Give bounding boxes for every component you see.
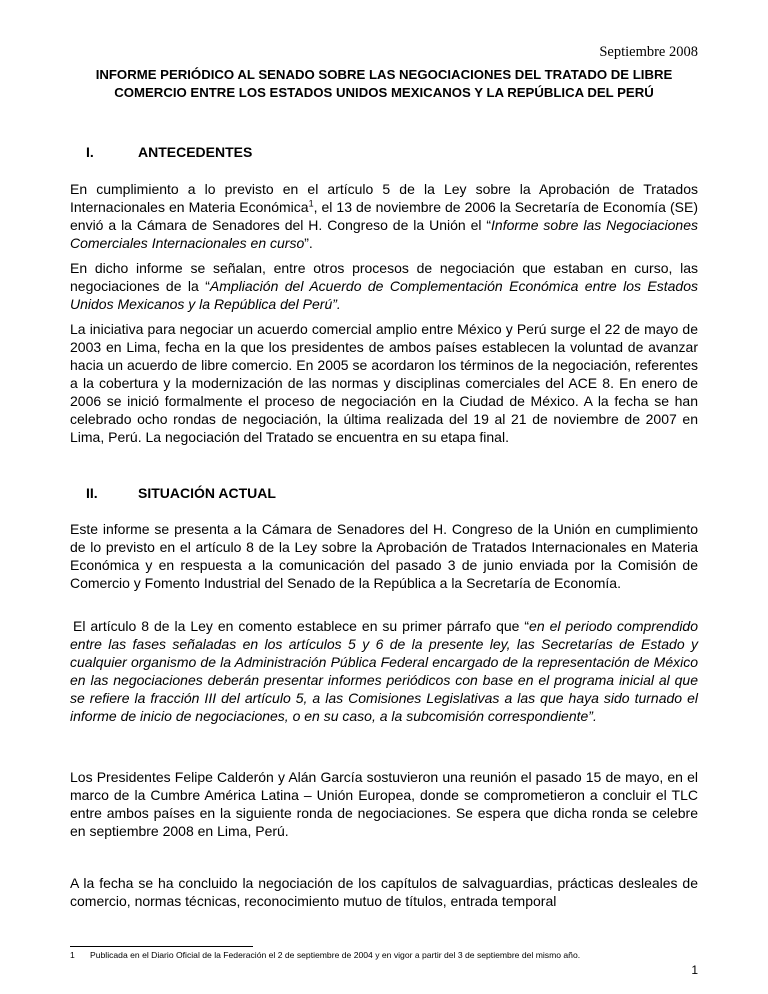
footnote-reference[interactable]: 1 [308, 198, 314, 209]
section-number: I. [86, 144, 94, 160]
paragraph-text: En cumplimiento a lo previsto en el artículo 5 de la Ley sobre la Aprobación de Tratados Internacionales en Materia Económica [70, 181, 698, 215]
paragraph-text: En dicho informe se señalan, entre otros procesos de negociación que estaban en curso, las negociaciones de la “ [70, 260, 698, 294]
page-number: 1 [691, 963, 698, 977]
section-title: SITUACIÓN ACTUAL [138, 485, 276, 501]
section-title: ANTECEDENTES [138, 144, 253, 160]
paragraph-7: A la fecha se ha concluido la negociación de los capítulos de salvaguardias, prácticas desleales de comercio, normas técnicas, reconocimiento mutuo de títulos, entrada temporal [70, 875, 698, 909]
document-title: INFORME PERIÓDICO AL SENADO SOBRE LAS NEGOCIACIONES DEL TRATADO DE LIBRE COMERCIO ENTRE LOS ESTADOS UNIDOS MEXICANOS Y LA REPÚBLICA DEL PERÚ [95, 67, 673, 100]
footnote-divider [70, 946, 253, 947]
section-number: II. [86, 485, 98, 501]
paragraph-2 [70, 259, 698, 313]
footnote-text: Publicada en el Diario Oficial de la Federación el 2 de septiembre de 2004 y en vigor a partir del 3 de septiembre del mismo año. [90, 950, 581, 960]
paragraph-text: ”. [304, 235, 313, 251]
paragraph-1 [70, 180, 698, 252]
paragraph-3: La iniciativa para negociar un acuerdo comercial amplio entre México y Perú surge el 22 de mayo de 2003 en Lima, fecha en la que los presidentes de ambos países establecen la voluntad de avanzar hacia un acuerdo de libre comercio. En 2005 se acordaron los términos de la negociación, referentes a la cobertura y la modernización de las normas y disciplinas comerciales del ACE 8. En enero de 2006 se inició formalmente el proceso de negociación en la Ciudad de México. A la fecha se han celebrado ocho rondas de negociación, la última realizada del 19 al 21 de noviembre de 2007 en Lima, Perú. La negociación del Tratado se encuentra en su etapa final. [70, 321, 698, 445]
paragraph-4: Este informe se presenta a la Cámara de Senadores del H. Congreso de la Unión en cumplimiento de lo previsto en el artículo 8 de la Ley sobre la Aprobación de Tratados Internacionales en Materia Económica y en respuesta a la comunicación del pasado 3 de junio enviada por la Comisión de Comercio y Fomento Industrial del Senado de la República a la Secretaría de Economía. [70, 521, 698, 591]
law-quote-italic: en el periodo comprendido entre las fases señaladas en los artículos 5 y 6 de la presente ley, las Secretarías de Estado y cualquier organismo de la Administración Pública Federal encargado de la representación de México en las negociaciones deberán presentar informes periódicos con base en el programa inicial al que se refiere la fracción III del artículo 5, a las Comisiones Legislativas a las que haya sido turnado el informe de inicio de negociaciones, o en su caso, a la subcomisión correspondiente”. [70, 618, 698, 724]
section-heading-situacion-actual [86, 485, 276, 501]
header-date: Septiembre 2008 [599, 44, 698, 60]
footnote [70, 950, 698, 960]
agreement-title-italic: Ampliación del Acuerdo de Complementación Económica entre los Estados Unidos Mexicanos y la República del Perú”. [70, 278, 698, 312]
paragraph-text: El artículo 8 de la Ley en comento establece en su primer párrafo que “ [73, 618, 530, 634]
paragraph-text: , el 13 de noviembre de 2006 la Secretaría de Economía (SE) envió a la Cámara de Senadores del H. Congreso de la Unión el “ [70, 199, 699, 233]
report-title-italic: Informe sobre las Negociaciones Comerciales Internacionales en curso [70, 217, 698, 251]
paragraph-6: Los Presidentes Felipe Calderón y Alán García sostuvieron una reunión el pasado 15 de mayo, en el marco de la Cumbre América Latina – Unión Europea, donde se comprometieron a concluir el TLC entre ambos países en la siguiente ronda de negociaciones. Se espera que dicha ronda se celebre en septiembre 2008 en Lima, Perú. [70, 769, 698, 839]
footnote-number: 1 [70, 950, 75, 960]
paragraph-5 [70, 617, 698, 725]
section-heading-antecedentes [86, 144, 252, 160]
